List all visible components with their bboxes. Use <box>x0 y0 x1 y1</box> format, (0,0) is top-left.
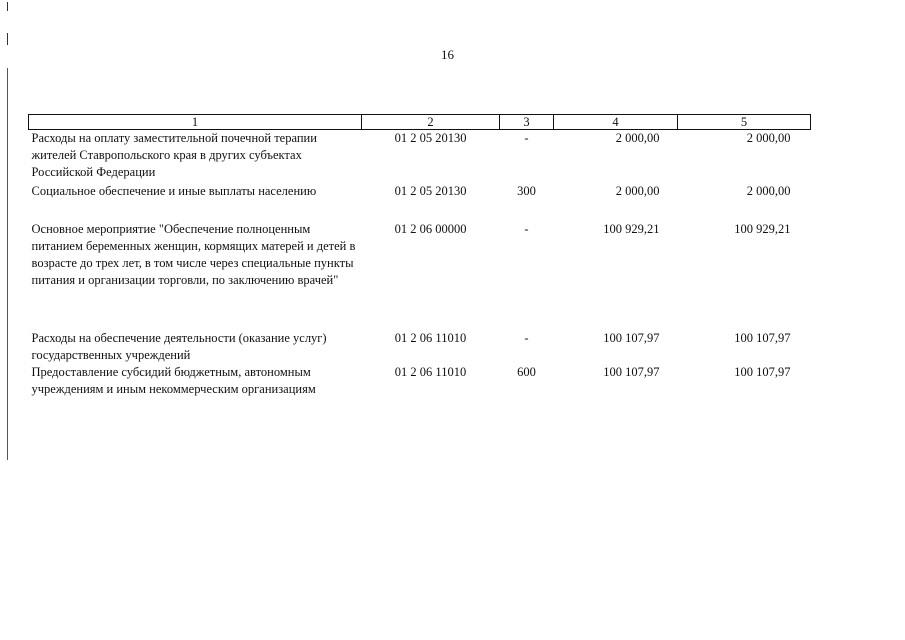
row-amount2: 100 929,21 <box>734 222 791 236</box>
table-row <box>29 221 811 330</box>
row-name: Основное мероприятие "Обеспечение полноценным питанием беременных женщин, кормящих матерей и детей в возрасте до трех лет, в том числе через специальные пункты питания и организации торговли, по заключению врачей" <box>31 222 356 287</box>
column-header-type: 3 <box>500 115 554 130</box>
row-amount2: 100 107,97 <box>734 365 791 379</box>
row-amount2: 2 000,00 <box>746 131 791 145</box>
row-amount2: 100 107,97 <box>734 331 791 345</box>
row-code: 01 2 05 20130 <box>394 184 467 198</box>
row-type: 300 <box>517 184 536 198</box>
budget-table <box>28 114 811 398</box>
scan-edge-mark <box>7 2 8 11</box>
row-type: - <box>524 222 529 236</box>
row-name: Социальное обеспечение и иные выплаты населению <box>31 184 317 198</box>
column-header-name: 1 <box>29 115 362 130</box>
row-type: - <box>524 131 529 145</box>
column-header-code: 2 <box>362 115 500 130</box>
column-header-amount2: 5 <box>678 115 811 130</box>
row-amount1: 100 107,97 <box>603 331 660 345</box>
row-code: 01 2 06 00000 <box>394 222 467 236</box>
row-amount2: 2 000,00 <box>746 184 791 198</box>
row-amount1: 2 000,00 <box>615 131 660 145</box>
row-amount1: 100 929,21 <box>603 222 660 236</box>
column-header-amount1: 4 <box>554 115 678 130</box>
row-type: - <box>524 331 529 345</box>
table-row <box>29 183 811 221</box>
table-row <box>29 364 811 398</box>
page-number: 16 <box>441 47 454 62</box>
row-type: 600 <box>517 365 536 379</box>
scan-edge-line <box>7 68 8 460</box>
row-amount1: 2 000,00 <box>615 184 660 198</box>
row-code: 01 2 06 11010 <box>394 331 467 345</box>
scan-edge-mark <box>7 33 8 45</box>
row-name: Расходы на обеспечение деятельности (оказание услуг) государственных учреждений <box>31 331 327 362</box>
row-name: Расходы на оплату заместительной почечной терапии жителей Ставропольского края в других субъектах Российской Федерации <box>31 131 317 179</box>
row-code: 01 2 06 11010 <box>394 365 467 379</box>
row-amount1: 100 107,97 <box>603 365 660 379</box>
table-row <box>29 330 811 364</box>
header-row <box>29 115 811 130</box>
row-code: 01 2 05 20130 <box>394 131 467 145</box>
table-row <box>29 130 811 184</box>
row-name: Предоставление субсидий бюджетным, автономным учреждениям и иным некоммерческим организациям <box>31 365 316 396</box>
